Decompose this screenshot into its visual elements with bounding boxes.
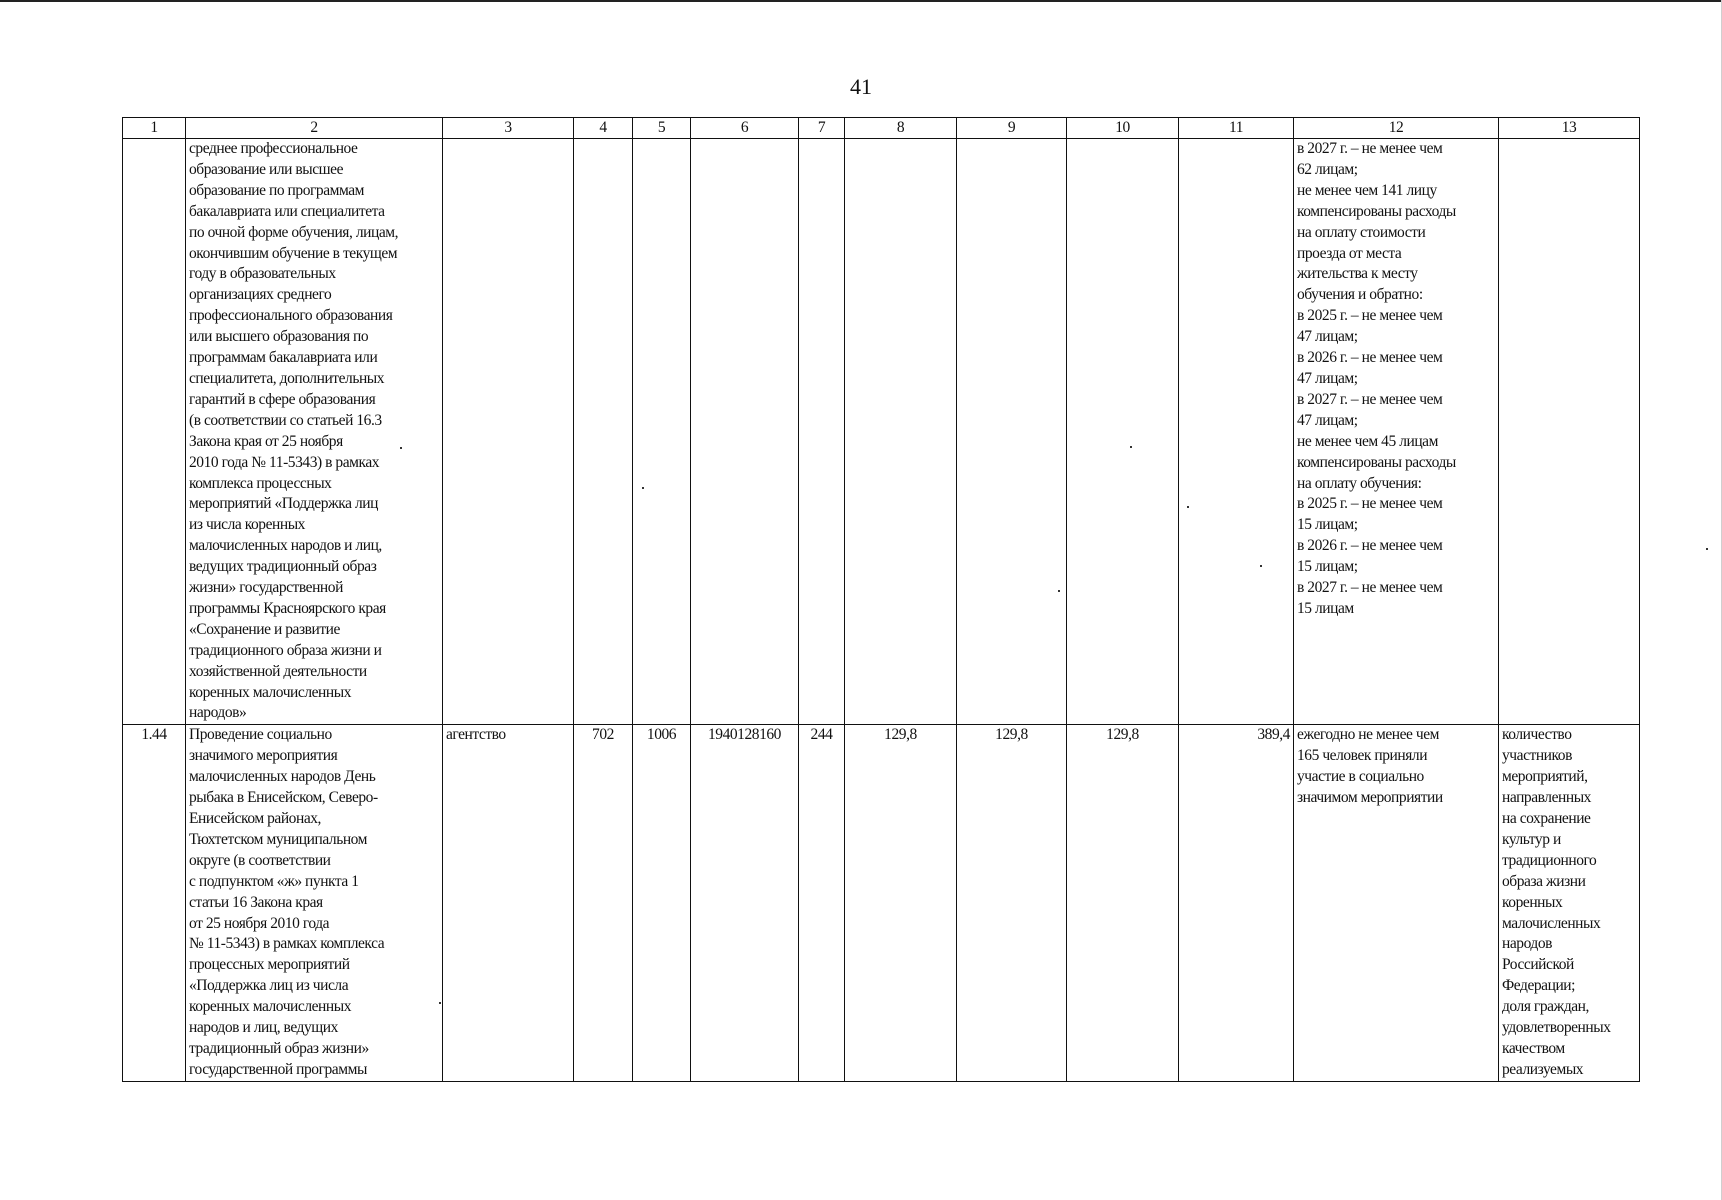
cell-section-code: 1006 (633, 725, 691, 1081)
column-header: 12 (1294, 118, 1499, 139)
cell-executor: агентство (443, 725, 574, 1081)
cell-indicator (1499, 139, 1640, 725)
scan-speck (1058, 590, 1060, 592)
cell-executor (443, 139, 574, 725)
column-header: 6 (691, 118, 799, 139)
cell-measure-description: Проведение социально значимого мероприятия малочисленных народов День рыбака в Енисейском, Северо- Енисейском районах, Тюхтетском муниципальном округе (в соответствии с подпунктом «ж» пункта 1 статьи 16 Закона края от 25 ноября 2010 года № 11-5343) в рамках комплекса процессных мероприятий «Поддержка лиц из числа коренных малочисленных народов и лиц, ведущих традиционный образ жизни» государственной программы (186, 725, 443, 1081)
table-row (123, 725, 1640, 1081)
cell-row-number: 1.44 (123, 725, 186, 1081)
cell-grbs-code (574, 139, 633, 725)
column-header: 10 (1067, 118, 1179, 139)
header-row (123, 118, 1640, 139)
cell-amount-2026: 129,8 (957, 725, 1067, 1081)
cell-measure-description: среднее профессиональное образование или высшее образование по программам бакалавриата или специалитета по очной форме обучения, лицам, окончившим обучение в текущем году в образовательных организациях среднего профессионального образования или высшего образования по программам бакалавриата или специалитета, дополнительных гарантий в сфере образования (в соответствии со статьей 16.3 Закона края от 25 ноября 2010 года № 11-5343) в рамках комплекса процессных мероприятий «Поддержка лиц из числа коренных малочисленных народов и лиц, ведущих традиционный образ жизни» государственной программы Красноярского края «Сохранение и развитие традиционного образа жизни и хозяйственной деятельности коренных малочисленных народов» (186, 139, 443, 725)
column-header: 5 (633, 118, 691, 139)
cell-indicator: количество участников мероприятий, направленных на сохранение культур и традиционного образа жизни коренных малочисленных народов Российской Федерации; доля граждан, удовлетворенных качеством реализуемых (1499, 725, 1640, 1081)
column-header: 13 (1499, 118, 1640, 139)
cell-section-code (633, 139, 691, 725)
column-header: 3 (443, 118, 574, 139)
budget-table (122, 117, 1640, 1082)
column-header: 2 (186, 118, 443, 139)
cell-amount-total: 389,4 (1179, 725, 1294, 1081)
scan-speck (1260, 565, 1262, 567)
scan-speck (400, 447, 402, 449)
cell-expense-type (799, 139, 845, 725)
cell-target-article: 1940128160 (691, 725, 799, 1081)
column-header: 7 (799, 118, 845, 139)
cell-amount-2027 (1067, 139, 1179, 725)
cell-amount-2027: 129,8 (1067, 725, 1179, 1081)
column-header: 11 (1179, 118, 1294, 139)
cell-amount-2025 (845, 139, 957, 725)
scan-speck (1706, 548, 1708, 550)
column-header: 1 (123, 118, 186, 139)
cell-grbs-code: 702 (574, 725, 633, 1081)
scan-speck (642, 487, 644, 489)
scan-speck (1130, 446, 1132, 448)
cell-row-number (123, 139, 186, 725)
cell-amount-2025: 129,8 (845, 725, 957, 1081)
scan-speck (1187, 506, 1189, 508)
table-row (123, 139, 1640, 725)
cell-expense-type: 244 (799, 725, 845, 1081)
page-number: 41 (850, 74, 872, 99)
column-header: 9 (957, 118, 1067, 139)
cell-target-article (691, 139, 799, 725)
cell-expected-result: ежегодно не менее чем 165 человек приняли участие в социально значимом мероприятии (1294, 725, 1499, 1081)
cell-amount-total (1179, 139, 1294, 725)
cell-amount-2026 (957, 139, 1067, 725)
cell-expected-result: в 2027 г. – не менее чем 62 лицам; не менее чем 141 лицу компенсированы расходы на оплату стоимости проезда от места жительства к месту обучения и обратно: в 2025 г. – не менее чем 47 лицам; в 2026 г. – не менее чем 47 лицам; в 2027 г. – не менее чем 47 лицам; не менее чем 45 лицам компенсированы расходы на оплату обучения: в 2025 г. – не менее чем 15 лицам; в 2026 г. – не менее чем 15 лицам; в 2027 г. – не менее чем 15 лицам (1294, 139, 1499, 725)
table-container (122, 117, 1640, 1082)
column-header: 4 (574, 118, 633, 139)
scan-speck (439, 1002, 441, 1004)
scan-edge-top (0, 0, 1722, 2)
column-header: 8 (845, 118, 957, 139)
